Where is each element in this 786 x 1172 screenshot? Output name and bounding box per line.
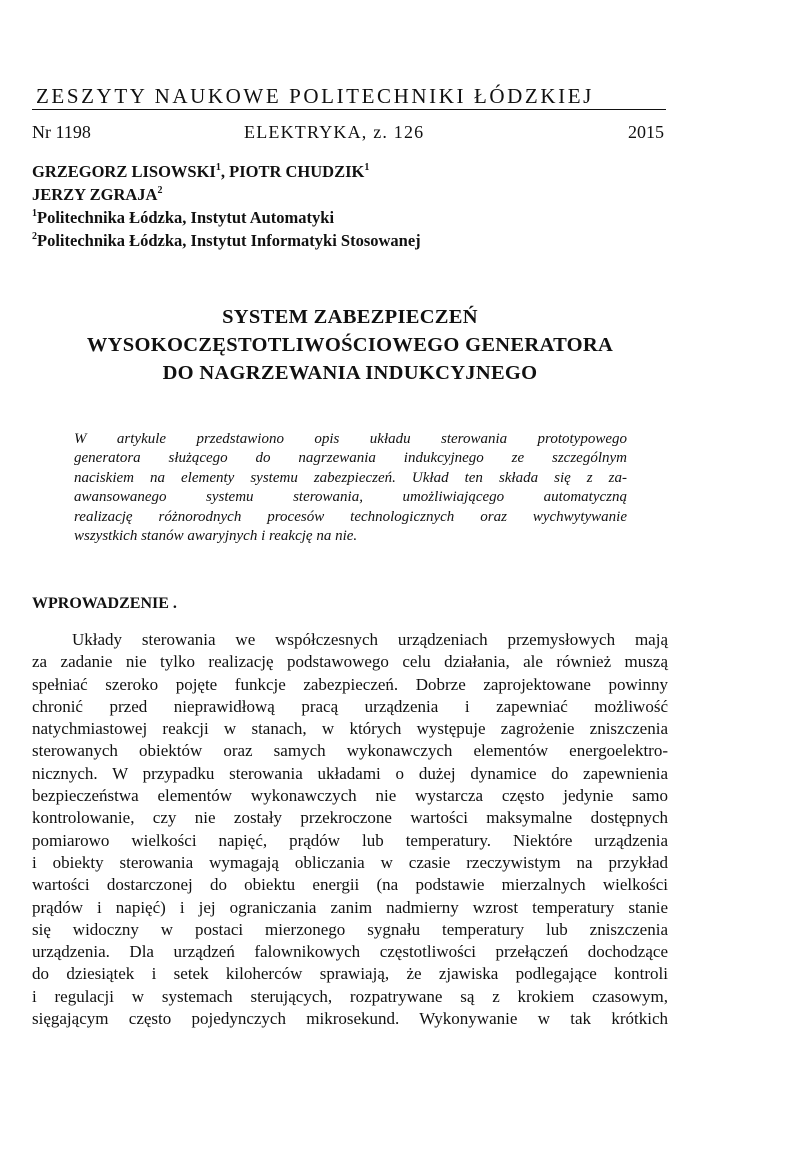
body-line: do dziesiątek i setek kiloherców sprawiają, że zjawiska podlegające kontroli	[32, 964, 668, 984]
body-line: natychmiastowej reakcji w stanach, w których występuje zagrożenie zniszczenia	[32, 719, 668, 739]
author-separator: ,	[220, 162, 230, 181]
body-line: chronić przed nieprawidłową pracą urządzenia i zapewniać możliwość	[32, 696, 668, 716]
abstract	[74, 430, 627, 546]
affiliation-mark: 1	[32, 208, 37, 219]
abstract-line: generatora służącego do nagrzewania indukcyjnego ze szczególnym	[74, 450, 627, 467]
body-line: kontrolowanie, czy nie zostały przekroczone wartości maksymalne dostępnych	[32, 808, 668, 828]
author-affiliation-mark: 1	[215, 162, 221, 173]
body-line: się widoczny w postaci mierzonego sygnału temperatury lub zniszczenia	[32, 919, 668, 939]
author-affiliation-mark: 2	[157, 185, 163, 196]
header-rule	[32, 109, 666, 110]
body-line: wartości dostarczonej do obiektu energii (na podstawie mierzalnych wielkości	[32, 875, 668, 895]
author-affiliation-mark: 1	[364, 162, 370, 173]
title-line: SYSTEM ZABEZPIECZEŃ	[222, 306, 478, 328]
authors-line-1	[32, 160, 672, 183]
issue-year: 2015	[628, 122, 664, 142]
abstract-line: awansowanego systemu sterowania, umożliwiającego automatyczną	[74, 489, 627, 506]
author-name: GRZEGORZ LISOWSKI	[32, 162, 216, 181]
issue-line	[32, 120, 664, 144]
authors-line-2	[32, 183, 672, 206]
body-line: za zadanie nie tylko realizację podstawowego celu działania, ale również muszą	[32, 652, 668, 672]
affiliation-mark: 2	[32, 231, 37, 242]
title-line: WYSOKOCZĘSTOTLIWOŚCIOWEGO GENERATORA	[86, 334, 614, 356]
abstract-line: W artykule przedstawiono opis układu sterowania prototypowego	[74, 431, 627, 447]
section-heading: WPROWADZENIE .	[32, 595, 177, 612]
affiliation-2	[32, 229, 672, 252]
body-line: prądów i napięć) i jej ograniczania zanim nadmierny wzrost temperatury stanie	[32, 897, 668, 917]
author-name: JERZY ZGRAJA	[32, 185, 158, 204]
affiliation-1	[32, 206, 672, 229]
body-line: Układy sterowania we współczesnych urządzeniach przemysłowych mają	[72, 630, 668, 649]
affiliation-text: Politechnika Łódzka, Instytut Automatyki	[37, 208, 335, 227]
title-line: DO NAGRZEWANIA INDUKCYJNEGO	[162, 362, 538, 384]
abstract-line: naciskiem na elementy systemu zabezpieczeń. Układ ten składa się z za-	[74, 469, 627, 486]
paper-title	[20, 303, 680, 387]
authors-block	[32, 160, 672, 252]
issue-number: Nr 1198	[32, 122, 91, 142]
body-line: urządzenia. Dla urządzeń falownikowych częstotliwości przełączeń dochodzące	[32, 942, 668, 962]
journal-title: ZESZYTY NAUKOWE POLITECHNIKI ŁÓDZKIEJ	[36, 84, 594, 108]
body-line: bezpieczeństwa elementów wykonawczych nie wystarcza często jedynie samo	[32, 786, 668, 806]
body-text	[32, 629, 668, 1030]
issue-series: ELEKTRYKA, z. 126	[244, 122, 425, 142]
body-line: sięgającym często pojedynczych mikrosekund. Wykonywanie w tak krótkich	[32, 1009, 668, 1029]
body-line: sterowanych obiektów oraz samych wykonawczych elementów energoelektro-	[32, 741, 668, 761]
author-name: PIOTR CHUDZIK	[229, 162, 365, 181]
abstract-line: realizację różnorodnych procesów technologicznych oraz wychwytywanie	[74, 508, 627, 525]
body-line: spełniać szeroko pojęte funkcje zabezpieczeń. Dobrze zaprojektowane powinny	[32, 674, 668, 694]
body-line: nicznych. W przypadku sterowania układami o dużej dynamice do zapewnienia	[32, 763, 668, 783]
body-line: i regulacji w systemach sterujących, rozpatrywane są z krokiem czasowym,	[32, 986, 668, 1006]
body-line: i obiekty sterowania wymagają obliczania w czasie rzeczywistym na przykład	[32, 852, 668, 872]
affiliation-text: Politechnika Łódzka, Instytut Informatyki Stosowanej	[37, 231, 421, 250]
body-line: pomiarowo wielkości napięć, prądów lub temperatury. Niektóre urządzenia	[32, 830, 668, 850]
abstract-line: wszystkich stanów awaryjnych i reakcję na nie.	[74, 528, 358, 545]
